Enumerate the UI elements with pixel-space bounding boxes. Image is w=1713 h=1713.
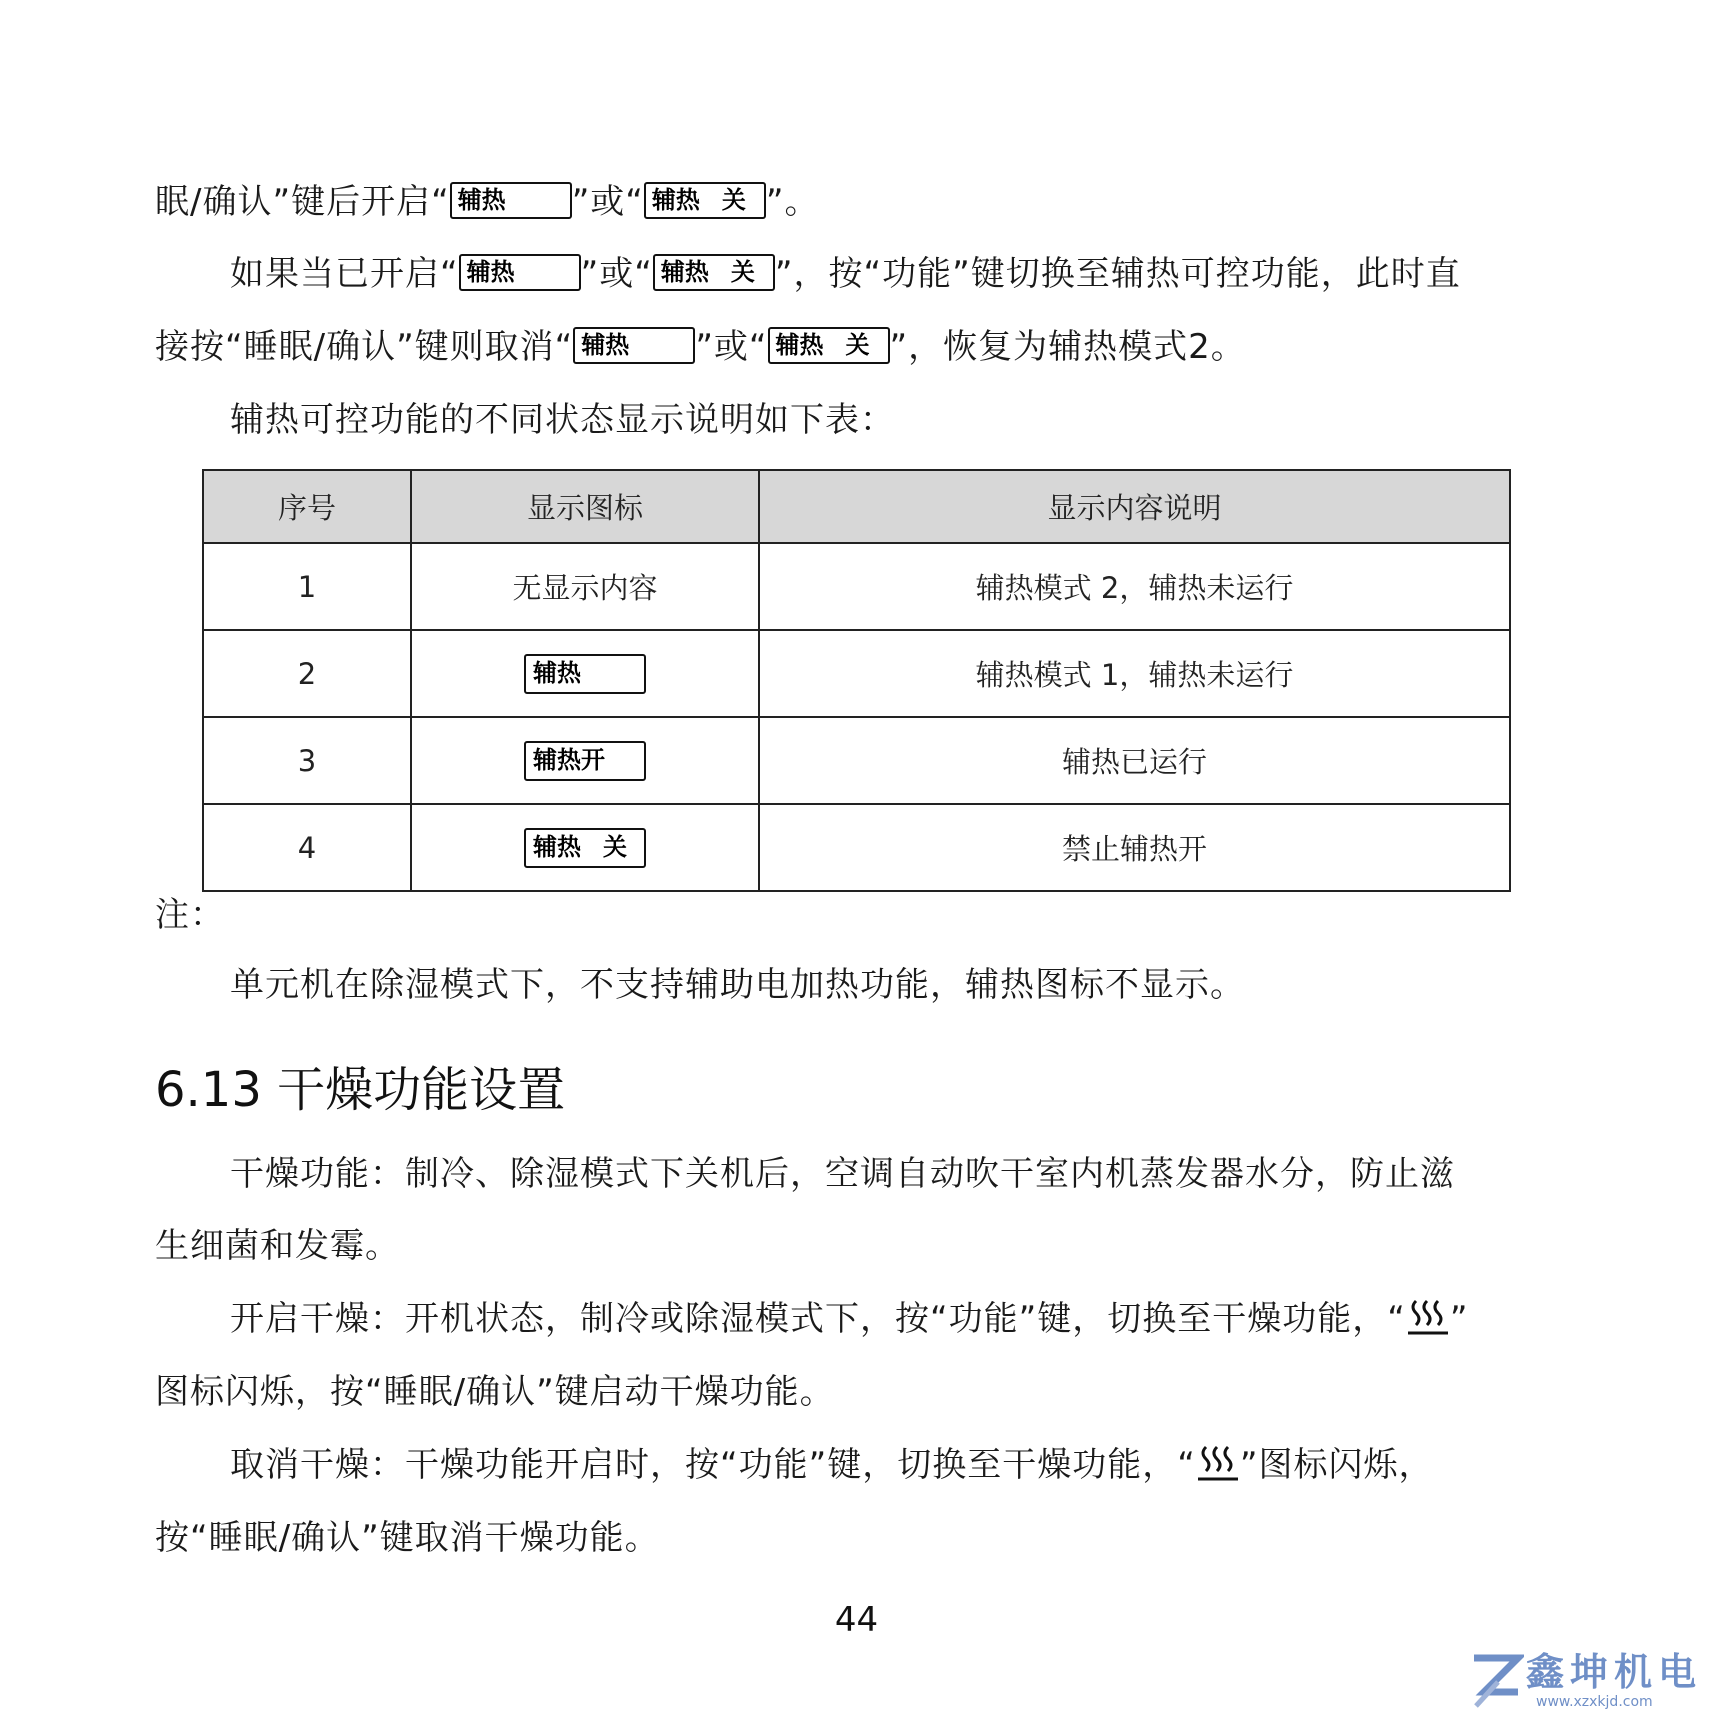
- header-icon: 显示图标: [411, 470, 759, 543]
- section-heading: 6.13 干燥功能设置: [155, 1062, 566, 1118]
- table-row: [203, 543, 1510, 630]
- aux-heat-off-display-icon: 辅热 关: [644, 182, 766, 219]
- aux-heat-display-icon: 辅热: [450, 182, 572, 219]
- table-row: [203, 717, 1510, 804]
- header-no: 序号: [203, 470, 411, 543]
- row-no: 1: [203, 543, 411, 630]
- page-number: 44: [834, 1600, 879, 1640]
- logo-icon: [1470, 1652, 1524, 1712]
- para-line-4: 辅热可控功能的不同状态显示说明如下表：: [230, 400, 895, 440]
- row-desc: 辅热模式 2，辅热未运行: [759, 543, 1510, 630]
- row-icon: [411, 717, 759, 804]
- row-no: 3: [203, 717, 411, 804]
- table-header-row: [203, 470, 1510, 543]
- header-desc: 显示内容说明: [759, 470, 1510, 543]
- aux-heat-status-table: [202, 469, 1511, 892]
- drying-icon: [1196, 1443, 1240, 1483]
- drying-cancel-line-2: 按“睡眠/确认”键取消干燥功能。: [155, 1518, 660, 1558]
- note-label: 注：: [155, 895, 225, 935]
- drying-desc-line-2: 生细菌和发霉。: [155, 1226, 400, 1266]
- aux-heat-display-icon: 辅热: [524, 654, 646, 694]
- drying-start-line-1: 开启干燥：开机状态，制冷或除湿模式下，按“功能”键，切换至干燥功能，“ ”: [230, 1297, 1468, 1341]
- watermark-logo: [1470, 1650, 1713, 1713]
- row-no: 2: [203, 630, 411, 717]
- aux-heat-on-display-icon: 辅热开: [524, 741, 646, 781]
- table-row: [203, 804, 1510, 891]
- row-desc: 辅热模式 1，辅热未运行: [759, 630, 1510, 717]
- table-row: [203, 630, 1510, 717]
- drying-icon: [1406, 1297, 1450, 1337]
- row-desc: 辅热已运行: [759, 717, 1510, 804]
- row-desc: 禁止辅热开: [759, 804, 1510, 891]
- drying-desc-line-1: 干燥功能：制冷、除湿模式下关机后，空调自动吹干室内机蒸发器水分，防止滋: [230, 1154, 1455, 1194]
- drying-start-line-2: 图标闪烁，按“睡眠/确认”键启动干燥功能。: [155, 1372, 835, 1412]
- aux-heat-off-display-icon: 辅热 关: [768, 327, 890, 364]
- aux-heat-display-icon: 辅热: [459, 254, 581, 291]
- watermark-url: www.xzxkjd.com: [1536, 1694, 1653, 1710]
- para-line-1: 眠/确认”键后开启“ 辅热 ”或“ 辅热 关 ”。: [155, 182, 820, 222]
- aux-heat-off-display-icon: 辅热 关: [653, 254, 775, 291]
- note-text: 单元机在除湿模式下，不支持辅助电加热功能，辅热图标不显示。: [230, 965, 1245, 1005]
- row-icon: [411, 804, 759, 891]
- para-line-2: 如果当已开启“ 辅热 ”或“ 辅热 关 ”，按“功能”键切换至辅热可控功能，此时直: [230, 254, 1461, 294]
- para-line-3: 接按“睡眠/确认”键则取消“ 辅热 ”或“ 辅热 关 ”，恢复为辅热模式2。: [155, 327, 1246, 367]
- row-icon: [411, 630, 759, 717]
- row-icon-text: 无显示内容: [411, 543, 759, 630]
- watermark-name: 鑫坤机电: [1526, 1650, 1703, 1694]
- row-no: 4: [203, 804, 411, 891]
- aux-heat-off-display-icon: 辅热 关: [524, 828, 646, 868]
- aux-heat-display-icon: 辅热: [573, 327, 695, 364]
- drying-cancel-line-1: 取消干燥：干燥功能开启时，按“功能”键，切换至干燥功能，“ ”图标闪烁，: [230, 1443, 1433, 1487]
